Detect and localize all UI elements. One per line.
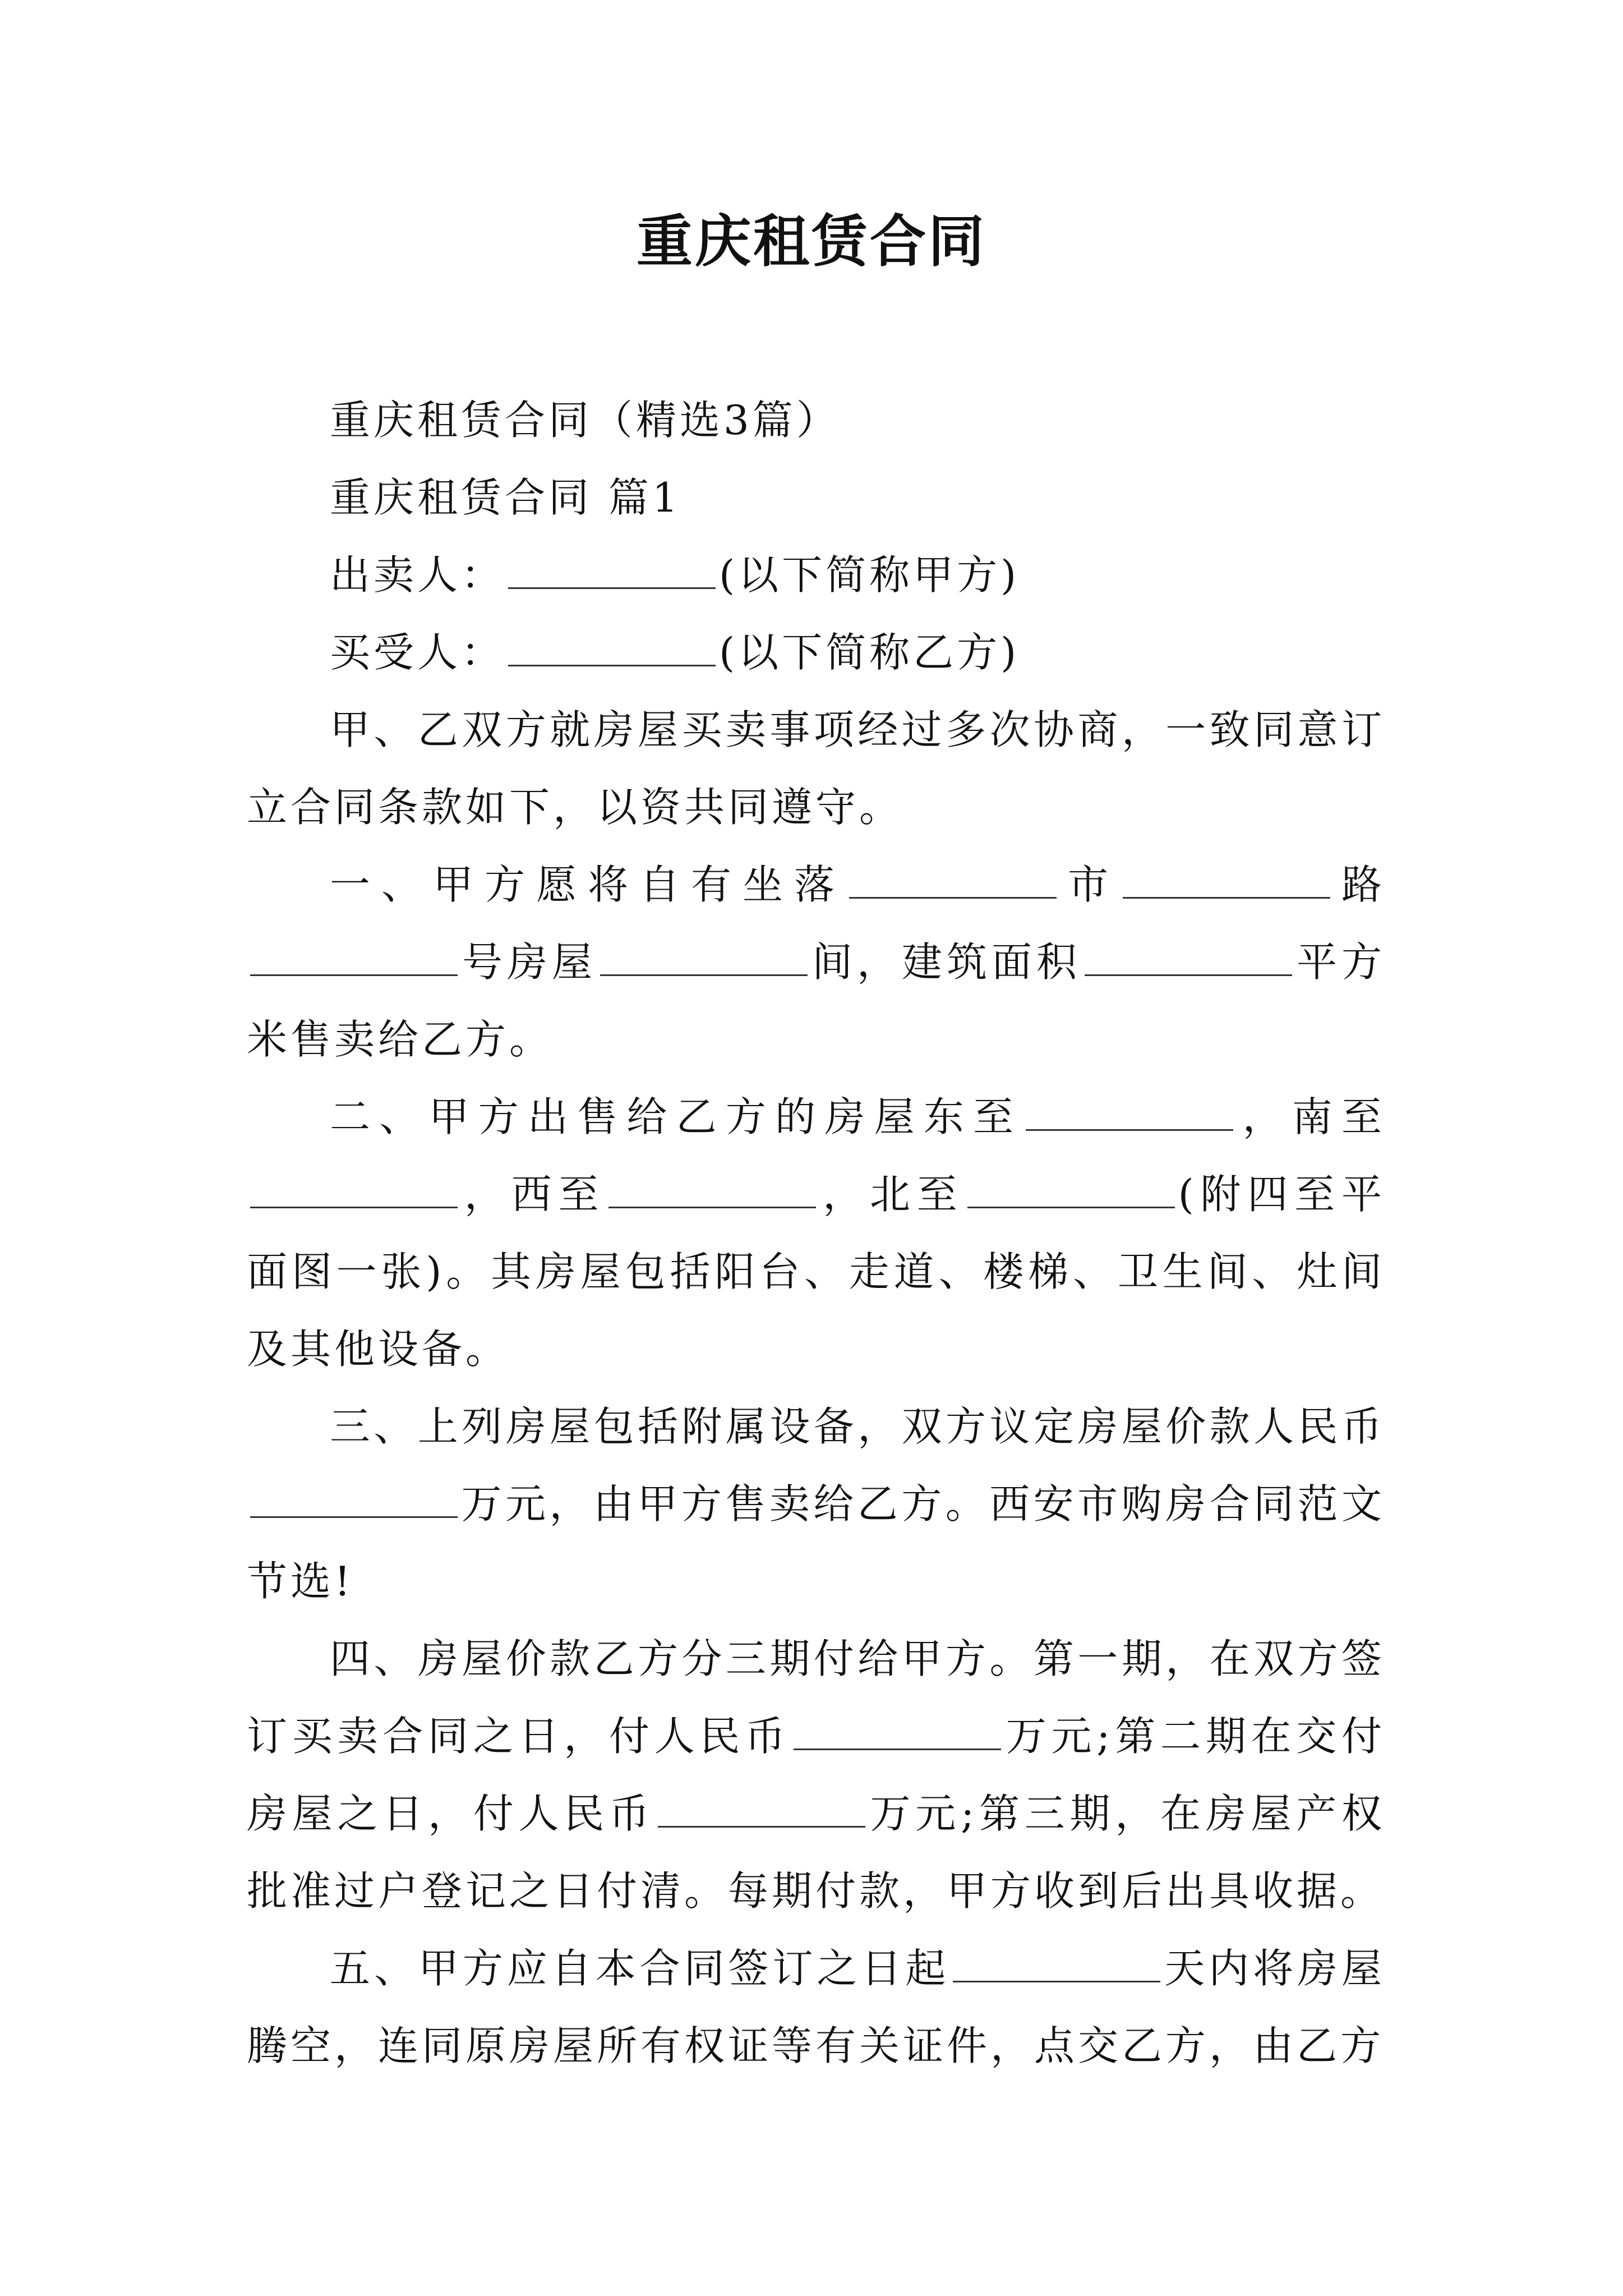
clause-1-blank-location [849, 861, 1057, 899]
clause-1-text-2: 市 [1059, 861, 1119, 908]
clause-1-blank-road [250, 938, 458, 976]
document-body [247, 381, 1385, 2085]
clause-2-text-5: (附四至平面图一张)。其房屋包括阳台、走道、楼梯、卫生间、灶间及其他设备。 [247, 1171, 1385, 1373]
clause-2-text-2: ，南至 [1237, 1093, 1385, 1140]
clause-2-blank-north [967, 1170, 1175, 1208]
clause-5-blank-days [953, 1944, 1160, 1982]
clause-5 [247, 1930, 1385, 2085]
clause-1-text-4: 号房屋 [461, 938, 597, 986]
seller-suffix: (以下简称甲方) [719, 551, 1020, 599]
clause-1-text-3: 路 [1333, 861, 1385, 908]
clause-1-blank-rooms [600, 938, 808, 976]
clause-4-text-2: 万元;第二期在交付房屋之日，付人民币 [247, 1713, 1385, 1837]
clause-1 [247, 846, 1385, 1078]
clause-4-text-1: 四、房屋价款乙方分三期付给甲方。第一期，在双方签订买卖合同之日，付人民币 [247, 1635, 1385, 1760]
clause-1-blank-area [1085, 938, 1292, 976]
clause-2-text-4: ，北至 [819, 1171, 964, 1218]
clause-2-text-3: ，西至 [461, 1171, 606, 1218]
clause-1-blank-city [1123, 861, 1330, 899]
clause-2-blank-west [608, 1170, 816, 1208]
seller-line [247, 536, 1385, 614]
intro-paragraph: 甲、乙双方就房屋买卖事项经过多次协商，一致同意订立合同条款如下，以资共同遵守。 [247, 706, 1385, 831]
clause-2 [247, 1078, 1385, 1388]
clause-3 [247, 1388, 1385, 1620]
subtitle-line: 重庆租赁合同（精选3篇） [330, 397, 840, 444]
clause-3-text-1: 三、上列房屋包括附属设备，双方议定房屋价款人民币 [330, 1403, 1385, 1450]
clause-5-text-2: 天内将房屋腾空，连同原房屋所有权证等有关证件，点交乙方，由乙方 [247, 1945, 1385, 2069]
seller-label: 出卖人： [330, 551, 505, 599]
clause-2-text-1: 二、甲方出售给乙方的房屋东至 [330, 1093, 1023, 1140]
section-heading: 重庆租赁合同 篇1 [330, 474, 681, 521]
clause-2-blank-east [1026, 1093, 1233, 1131]
buyer-line [247, 614, 1385, 691]
clause-2-blank-south [250, 1170, 458, 1208]
clause-4-blank-first-payment [794, 1712, 1001, 1750]
clause-1-text-6: 平方米售卖给乙方。 [247, 938, 1385, 1063]
clause-1-text-1: 一、甲方愿将自有坐落 [330, 861, 846, 908]
clause-1-text-5: 间，建筑面积 [811, 938, 1081, 986]
seller-blank [508, 551, 716, 589]
buyer-blank [508, 628, 716, 666]
buyer-label: 买受人： [330, 629, 505, 676]
clause-5-text-1: 五、甲方应自本合同签订之日起 [330, 1945, 950, 1992]
document-title: 重庆租赁合同 [637, 208, 986, 274]
clause-3-text-2: 万元，由甲方售卖给乙方。西安市购房合同范文节选! [247, 1480, 1385, 1605]
clause-3-blank-price [250, 1480, 458, 1518]
clause-4-text-3: 万元;第三期，在房屋产权批准过户登记之日付清。每期付款，甲方收到后出具收据。 [247, 1790, 1385, 1915]
buyer-suffix: (以下简称乙方) [719, 629, 1020, 676]
clause-4 [247, 1620, 1385, 1930]
clause-4-blank-second-payment [658, 1789, 865, 1828]
